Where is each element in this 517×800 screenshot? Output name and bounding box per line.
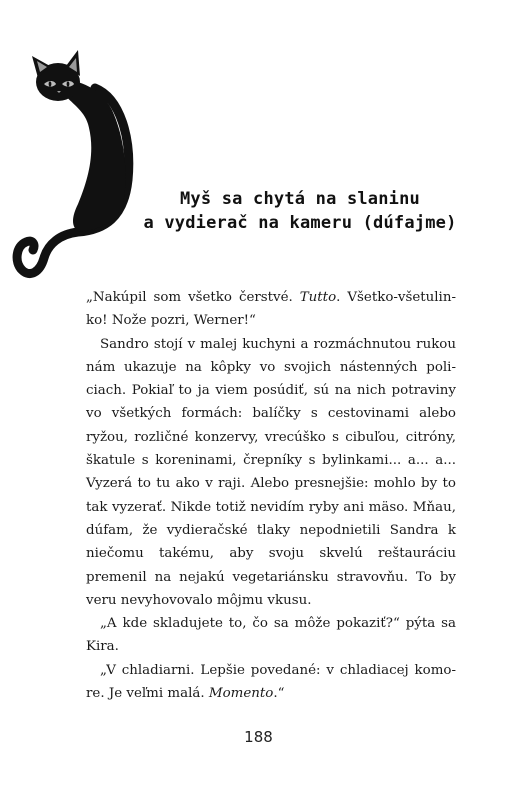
black-cat-icon	[0, 20, 160, 290]
paragraph-2: Sandro stojí v malej kuchyni a rozmáchnutou rukou nám ukazuje na kôpky vo svojich nástenných policiach. Pokiaľ to ja viem posúdiť, sú na nich potraviny vo všetkých formách: balíčky s cestovinami alebo ryžou, rozličné konzervy, vrecúško s cibuľou, citróny, škatule s koreninami, črepníky s bylinkami... a... a... Vyzerá to tu ako v raji. Alebo presnejšie: mohlo by to tak vyzerať. Nikde totiž nevidím ryby ani mäso. Mňau, dúfam, že vydieračské tlaky nepodnietili Sandra k niečomu takému, aby svoju skvelú reštauráciu premenil na nejakú vegetariánsku stravovňu. To by veru nevyhovovalo môjmu vkusu.	[86, 336, 456, 608]
paragraph-4-text-b: .“	[273, 686, 285, 702]
page-number: 188	[244, 728, 273, 746]
paragraph-1-italic: Tutto	[299, 290, 337, 305]
chapter-title-line-1: Myš sa chytá na slaninu	[179, 189, 420, 209]
body-text	[86, 286, 456, 705]
paragraph-1-text-a: „Nakúpil som všetko čerstvé.	[86, 290, 300, 305]
paragraph-3: „A kde skladujete to, čo sa môže pokaziť?“ pýta sa Kira.	[86, 616, 456, 655]
paragraph-1-text-b: . Všetko-všetulinko! Nože pozri, Werner!“	[86, 290, 456, 329]
paragraph-4-italic: Momento	[208, 686, 274, 702]
chapter-title	[90, 187, 510, 235]
paragraph-4-text-a: „V chladiarni. Lepšie povedané: v chladiacej komore. Je veľmi malá.	[86, 662, 456, 702]
chapter-title-line-2: a vydierač na kameru (dúfajme)	[143, 213, 457, 233]
paragraph-1	[86, 286, 456, 333]
paragraph-4	[86, 659, 456, 706]
